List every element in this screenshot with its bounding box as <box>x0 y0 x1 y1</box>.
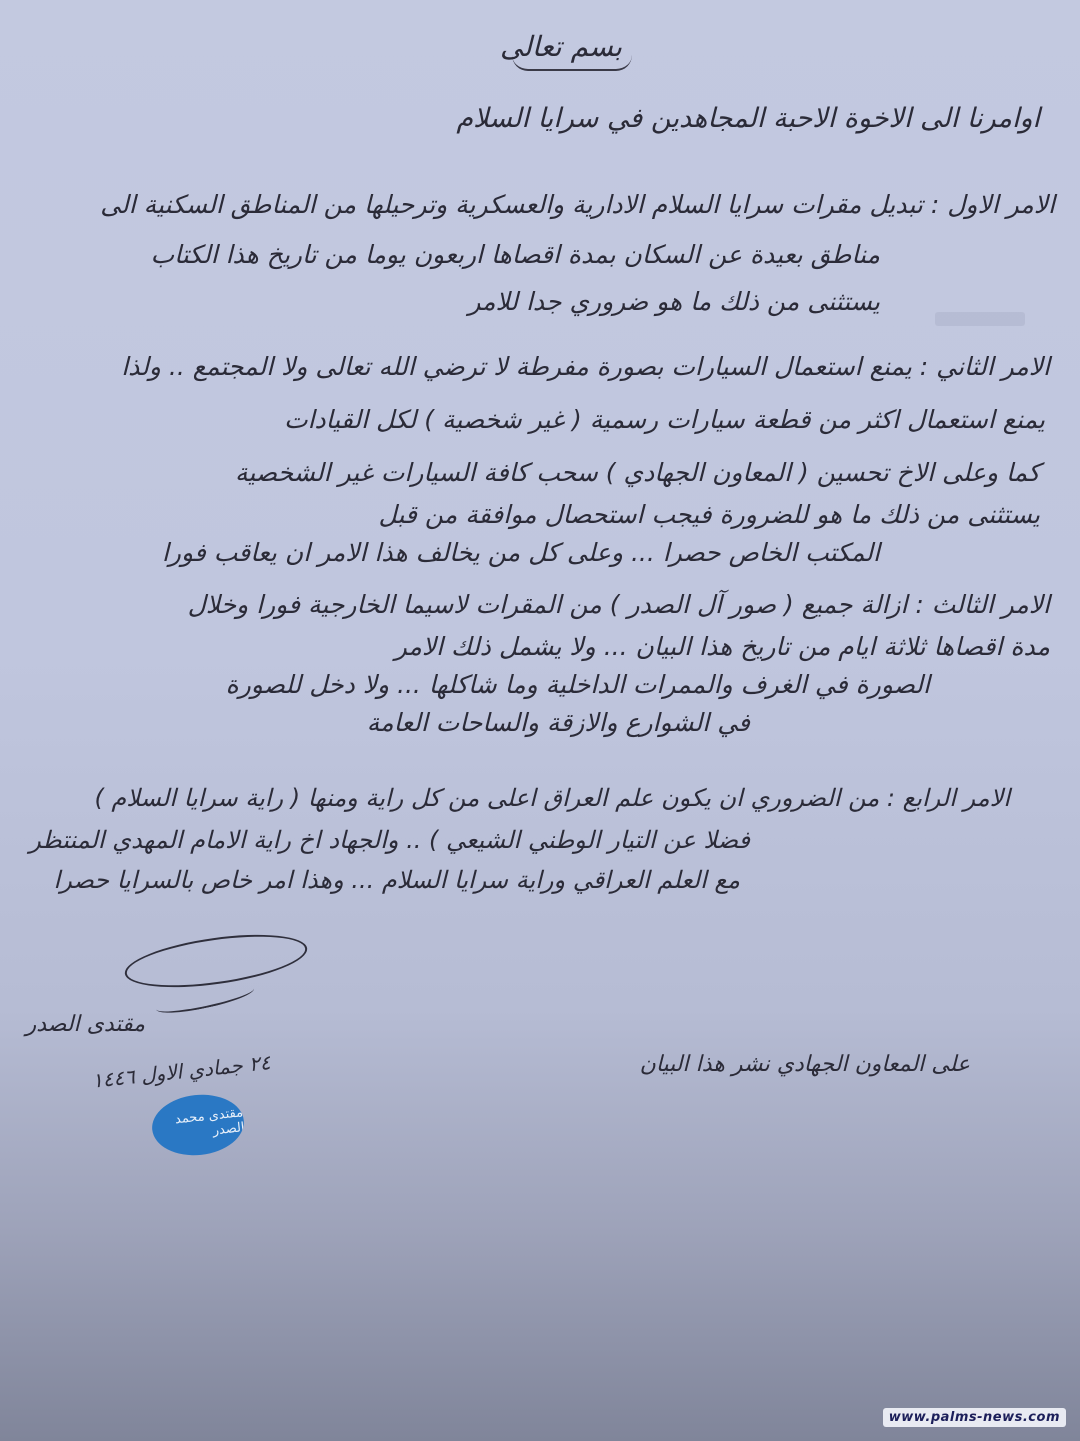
order-3-line-2: مدة اقصاها ثلاثة ايام من تاريخ هذا البيان ... ولا يشمل ذلك الامر <box>394 632 1050 661</box>
faint-bleedthrough-mark <box>935 312 1025 326</box>
order-3-line-4: في الشوارع والازقة والساحات العامة <box>366 708 750 737</box>
order-2-line-3: كما وعلى الاخ تحسين ( المعاون الجهادي ) سحب كافة السيارات غير الشخصية <box>234 458 1040 487</box>
letter-heading: اوامرنا الى الاخوة الاحبة المجاهدين في سرايا السلام <box>456 103 1040 134</box>
basmala-flourish <box>512 55 632 71</box>
official-seal-stamp <box>149 1090 247 1159</box>
order-3-line-1: الامر الثالث : ازالة جميع ( صور آل الصدر ) من المقرات لاسيما الخارجية فورا وخلال <box>187 590 1050 619</box>
order-3-line-3: الصورة في الغرف والممرات الداخلية وما شاكلها ... ولا دخل للصورة <box>225 670 930 699</box>
basmala: بسم تعالى <box>499 30 622 63</box>
signatory-name: مقتدى الصدر <box>25 1012 145 1037</box>
order-4-line-2: فضلا عن التيار الوطني الشيعي ) .. والجهاد اخ راية الامام المهدي المنتظر <box>29 826 750 854</box>
order-2-line-1: الامر الثاني : يمنع استعمال السيارات بصورة مفرطة لا ترضي الله تعالى ولا المجتمع .. ولذا <box>121 352 1050 381</box>
signature-scribble <box>122 925 311 996</box>
order-4-line-1: الامر الرابع : من الضروري ان يكون علم العراق اعلى من كل راية ومنها ( راية سرايا السلام ) <box>94 784 1010 812</box>
source-watermark: www.palms-news.com <box>883 1408 1066 1427</box>
footer-instruction: على المعاون الجهادي نشر هذا البيان <box>639 1052 970 1077</box>
order-4-line-3: مع العلم العراقي وراية سرايا السلام ... وهذا امر خاص بالسرايا حصرا <box>53 866 740 894</box>
order-2-line-4: يستثنى من ذلك ما هو للضرورة فيجب استحصال موافقة من قبل <box>378 500 1040 529</box>
order-1-line-2: مناطق بعيدة عن السكان بمدة اقصاها اربعون يوما من تاريخ هذا الكتاب <box>150 240 880 269</box>
stamp-text: مقتدى محمد الصدر <box>174 1105 246 1139</box>
order-1-line-1: الامر الاول : تبديل مقرات سرايا السلام الادارية والعسكرية وترحيلها من المناطق السكنية الى <box>100 190 1055 219</box>
signature-date: ٢٤ جمادي الاول ١٤٤٦ <box>90 1050 272 1093</box>
order-2-line-5: المكتب الخاص حصرا ... وعلى كل من يخالف هذا الامر ان يعاقب فورا <box>161 538 880 567</box>
order-2-line-2: يمنع استعمال اكثر من قطعة سيارات رسمية ( غير شخصية ) لكل القيادات <box>284 405 1045 434</box>
order-1-line-3: يستثنى من ذلك ما هو ضروري جدا للامر <box>468 287 880 316</box>
